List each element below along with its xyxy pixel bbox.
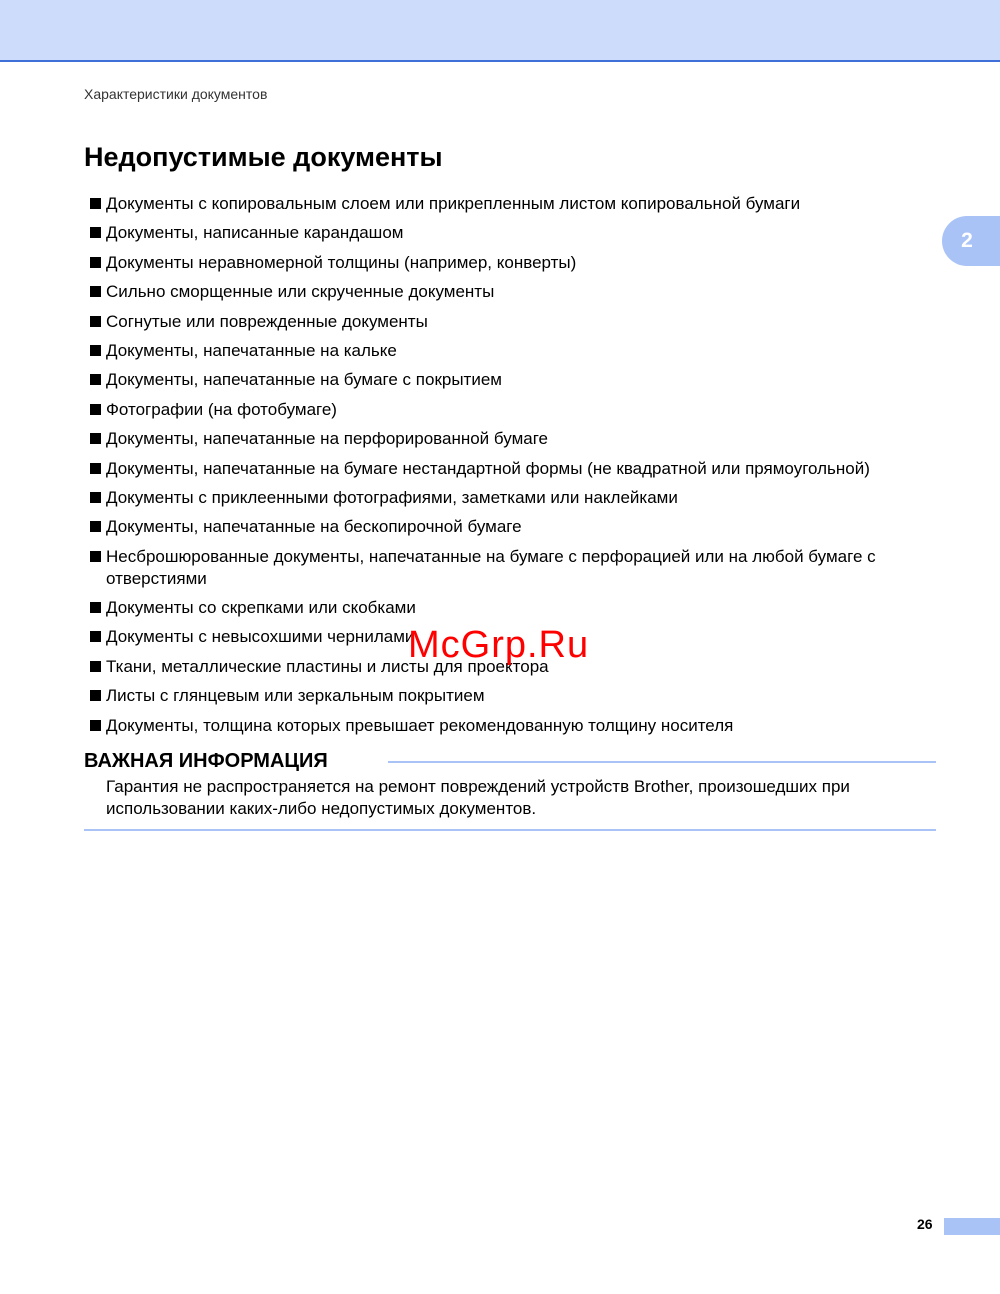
square-bullet-icon: [90, 227, 101, 238]
square-bullet-icon: [90, 286, 101, 297]
list-item-text: Документы со скрепками или скобками: [106, 598, 416, 618]
list-item: [88, 399, 938, 421]
list-item-text: Документы, написанные карандашом: [106, 223, 404, 243]
list-item-text: Документы, напечатанные на бумаге нестандартной формы (не квадратной или прямоугольной): [106, 458, 870, 478]
important-divider-top: [388, 761, 936, 763]
list-item-text: Документы, напечатанные на перфорированной бумаге: [106, 429, 548, 449]
square-bullet-icon: [90, 602, 101, 613]
list-item-text: Документы, напечатанные на кальке: [106, 340, 397, 360]
important-divider-bottom: [84, 829, 936, 831]
list-item-text: Документы, напечатанные на бумаге с покрытием: [106, 370, 502, 390]
list-item-text: Сильно сморщенные или скрученные документы: [106, 282, 495, 302]
square-bullet-icon: [90, 257, 101, 268]
list-item-text: Листы с глянцевым или зеркальным покрытием: [106, 686, 485, 706]
square-bullet-icon: [90, 404, 101, 415]
square-bullet-icon: [90, 198, 101, 209]
list-item-text: Документы, толщина которых превышает рекомендованную толщину носителя: [106, 715, 734, 735]
list-item: [88, 516, 938, 538]
important-info-box: [84, 750, 936, 831]
list-item: [88, 311, 938, 333]
list-item-text: Несброшюрованные документы, напечатанные на бумаге с перфорацией или на любой бумаге с отверстиями: [106, 546, 876, 588]
square-bullet-icon: [90, 661, 101, 672]
list-item: [88, 193, 938, 215]
list-item: [88, 458, 938, 480]
square-bullet-icon: [90, 433, 101, 444]
page-number: 26: [917, 1216, 933, 1232]
header-band: [0, 0, 1000, 62]
list-item-text: Документы с копировальным слоем или прикрепленным листом копировальной бумаги: [106, 194, 801, 213]
list-item: [88, 369, 938, 391]
list-item: [88, 281, 938, 303]
important-text: Гарантия не распространяется на ремонт повреждений устройств Brother, произошедших при использовании каких-либо недопустимых документов.: [106, 777, 850, 818]
chapter-number: 2: [961, 229, 973, 252]
list-item-text: Документы с приклеенными фотографиями, заметками или наклейками: [106, 487, 678, 507]
list-item-text: Фотографии (на фотобумаге): [106, 399, 337, 419]
list-item: [88, 487, 938, 509]
list-item-text: Ткани, металлические пластины и листы для проектора: [106, 656, 549, 676]
list-item: [88, 222, 938, 244]
important-title: ВАЖНАЯ ИНФОРМАЦИЯ: [84, 750, 328, 772]
square-bullet-icon: [90, 463, 101, 474]
list-item-text: Документы с невысохшими чернилами: [106, 627, 415, 647]
square-bullet-icon: [90, 690, 101, 701]
list-item: [88, 428, 938, 450]
chapter-tab: [942, 216, 1000, 266]
list-item: [88, 340, 938, 362]
square-bullet-icon: [90, 631, 101, 642]
square-bullet-icon: [90, 316, 101, 327]
square-bullet-icon: [90, 492, 101, 503]
square-bullet-icon: [90, 345, 101, 356]
square-bullet-icon: [90, 521, 101, 532]
watermark: McGrp.Ru: [408, 624, 590, 666]
important-header: [84, 750, 936, 776]
list-item-text: Согнутые или поврежденные документы: [106, 311, 428, 331]
list-item: [88, 597, 938, 619]
footer-tab: [944, 1218, 1000, 1235]
list-item: [88, 715, 938, 737]
square-bullet-icon: [90, 374, 101, 385]
square-bullet-icon: [90, 720, 101, 731]
list-item: [88, 685, 938, 707]
square-bullet-icon: [90, 551, 101, 562]
page-title: Недопустимые документы: [84, 142, 443, 172]
list-item: [88, 546, 938, 590]
list-item-text: Документы неравномерной толщины (например, конверты): [106, 252, 577, 272]
list-item: [88, 252, 938, 274]
list-item-text: Документы, напечатанные на бескопирочной бумаге: [106, 517, 522, 537]
breadcrumb: Характеристики документов: [84, 86, 268, 102]
